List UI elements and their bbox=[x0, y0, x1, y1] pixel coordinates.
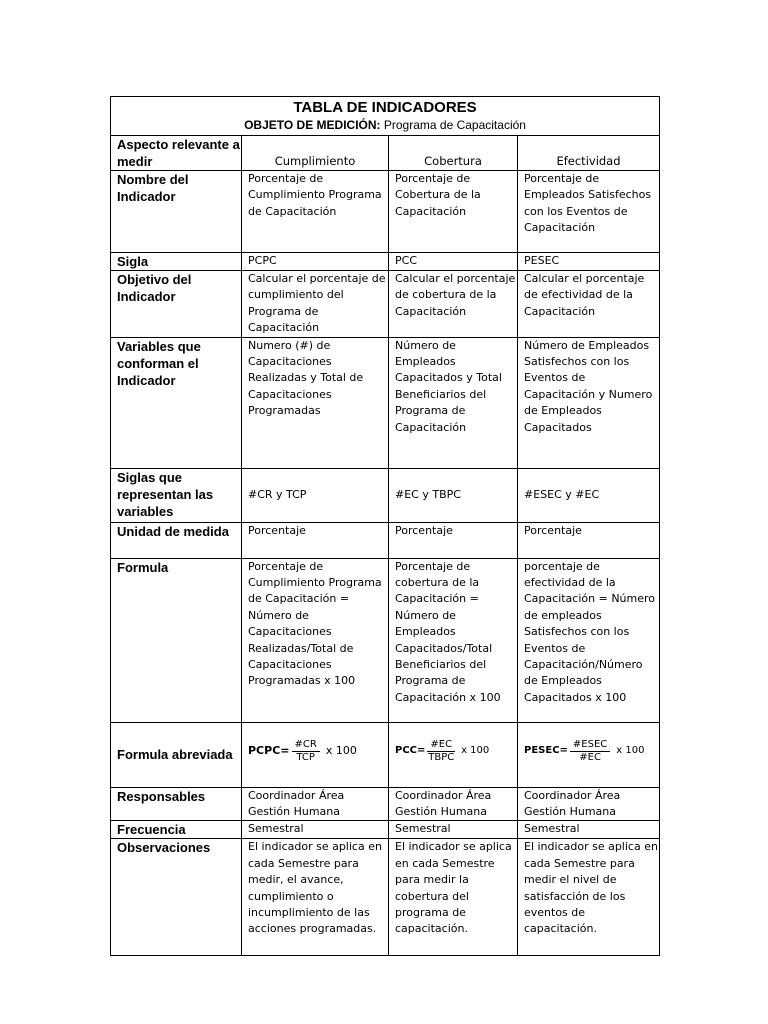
formula-multiplier: x 100 bbox=[325, 744, 357, 758]
row-label: Unidad de medida bbox=[111, 522, 242, 558]
table-row bbox=[111, 787, 660, 821]
formula-multiplier: x 100 bbox=[616, 745, 645, 757]
cell: Calcular el porcentaje de cobertura de la Capacitación bbox=[389, 271, 518, 338]
header-cobertura: Cobertura bbox=[389, 136, 518, 171]
row-label: Frecuencia bbox=[111, 821, 242, 839]
cell: El indicador se aplica en cada Semestre para medir, el avance, cumplimiento o incumplimiento de las acciones programadas. bbox=[242, 839, 389, 956]
cell: PESEC bbox=[518, 253, 660, 271]
cell: Porcentaje bbox=[518, 522, 660, 558]
formula-multiplier: x 100 bbox=[461, 745, 490, 757]
cell: Porcentaje de Cobertura de la Capacitación bbox=[389, 171, 518, 253]
row-label: Observaciones bbox=[111, 839, 242, 956]
header-label: Aspecto relevante a medir bbox=[111, 136, 242, 171]
header-row bbox=[111, 136, 660, 171]
row-label: Objetivo del Indicador bbox=[111, 271, 242, 338]
cell: Calcular el porcentaje de efectividad de la Capacitación bbox=[518, 271, 660, 338]
header-efectividad: Efectividad bbox=[518, 136, 660, 171]
cell: PCPC bbox=[242, 253, 389, 271]
formula-numerator: #CR bbox=[292, 739, 320, 752]
formula-name: PESEC= bbox=[524, 745, 568, 757]
table-row bbox=[111, 171, 660, 253]
formula-numerator: #ESEC bbox=[570, 739, 610, 752]
cell: #CR y TCP bbox=[242, 468, 389, 522]
formula-denominator: #EC bbox=[579, 752, 601, 764]
cell: Semestral bbox=[242, 821, 389, 839]
formula-name: PCC= bbox=[395, 745, 426, 757]
table-subtitle bbox=[111, 117, 659, 133]
formula-name: PCPC= bbox=[248, 744, 290, 758]
cell: Porcentaje bbox=[389, 522, 518, 558]
formula-fraction bbox=[427, 739, 455, 764]
table-row bbox=[111, 839, 660, 956]
cell: #EC y TBPC bbox=[389, 468, 518, 522]
cell: Porcentaje de Cumplimiento Programa de Capacitación = Número de Capacitaciones Realizadas/Total de Capacitaciones Programadas x 100 bbox=[242, 558, 389, 722]
formula-abrev-cell bbox=[389, 722, 518, 787]
row-label: Formula bbox=[111, 558, 242, 722]
cell: Porcentaje de Empleados Satisfechos con los Eventos de Capacitación bbox=[518, 171, 660, 253]
table-title: TABLA DE INDICADORES bbox=[293, 99, 477, 116]
cell: El indicador se aplica en cada Semestre para medir la cobertura del programa de capacitación. bbox=[389, 839, 518, 956]
cell: Porcentaje bbox=[242, 522, 389, 558]
cell: #ESEC y #EC bbox=[518, 468, 660, 522]
table-row bbox=[111, 722, 660, 787]
cell: PCC bbox=[389, 253, 518, 271]
cell: Semestral bbox=[389, 821, 518, 839]
formula-abrev-cell bbox=[242, 722, 389, 787]
cell: Numero (#) de Capacitaciones Realizadas y Total de Capacitaciones Programadas bbox=[242, 337, 389, 468]
formula-denominator: TCP bbox=[296, 752, 315, 764]
table-row bbox=[111, 821, 660, 839]
cell: Semestral bbox=[518, 821, 660, 839]
cell: Porcentaje de Cumplimiento Programa de Capacitación bbox=[242, 171, 389, 253]
row-label: Formula abreviada bbox=[111, 722, 242, 787]
table-row bbox=[111, 337, 660, 468]
formula-fraction bbox=[570, 739, 610, 764]
formula-abrev-cell bbox=[518, 722, 660, 787]
formula-fraction bbox=[292, 739, 320, 764]
formula-denominator: TBPC bbox=[428, 752, 455, 764]
cell: Calcular el porcentaje de cumplimiento del Programa de Capacitación bbox=[242, 271, 389, 338]
cell: El indicador se aplica en cada Semestre para medir el nivel de satisfacción de los eventos de capacitación. bbox=[518, 839, 660, 956]
row-label: Responsables bbox=[111, 787, 242, 821]
formula-numerator: #EC bbox=[427, 739, 455, 752]
subtitle-label: OBJETO DE MEDICIÓN: bbox=[244, 118, 381, 132]
cell: Número de Empleados Capacitados y Total Beneficiarios del Programa de Capacitación bbox=[389, 337, 518, 468]
header-cumplimiento: Cumplimiento bbox=[242, 136, 389, 171]
subtitle-value: Programa de Capacitación bbox=[383, 118, 526, 132]
row-label: Siglas que representan las variables bbox=[111, 468, 242, 522]
table-row bbox=[111, 271, 660, 338]
table-row bbox=[111, 522, 660, 558]
cell: Porcentaje de cobertura de la Capacitación = Número de Empleados Capacitados/Total Beneficiarios del Programa de Capacitación x 100 bbox=[389, 558, 518, 722]
table-row bbox=[111, 558, 660, 722]
cell: Coordinador Área Gestión Humana bbox=[389, 787, 518, 821]
table-row bbox=[111, 468, 660, 522]
row-label: Sigla bbox=[111, 253, 242, 271]
cell: porcentaje de efectividad de la Capacitación = Número de empleados Satisfechos con los Eventos de Capacitación/Número de Empleados Capacitados x 100 bbox=[518, 558, 660, 722]
table-row bbox=[111, 253, 660, 271]
row-label: Nombre del Indicador bbox=[111, 171, 242, 253]
cell: Coordinador Área Gestión Humana bbox=[518, 787, 660, 821]
cell: Coordinador Área Gestión Humana bbox=[242, 787, 389, 821]
row-label: Variables que conforman el Indicador bbox=[111, 337, 242, 468]
cell: Número de Empleados Satisfechos con los Eventos de Capacitación y Numero de Empleados Capacitados bbox=[518, 337, 660, 468]
table-title-cell bbox=[111, 97, 660, 136]
indicators-table bbox=[110, 96, 660, 956]
